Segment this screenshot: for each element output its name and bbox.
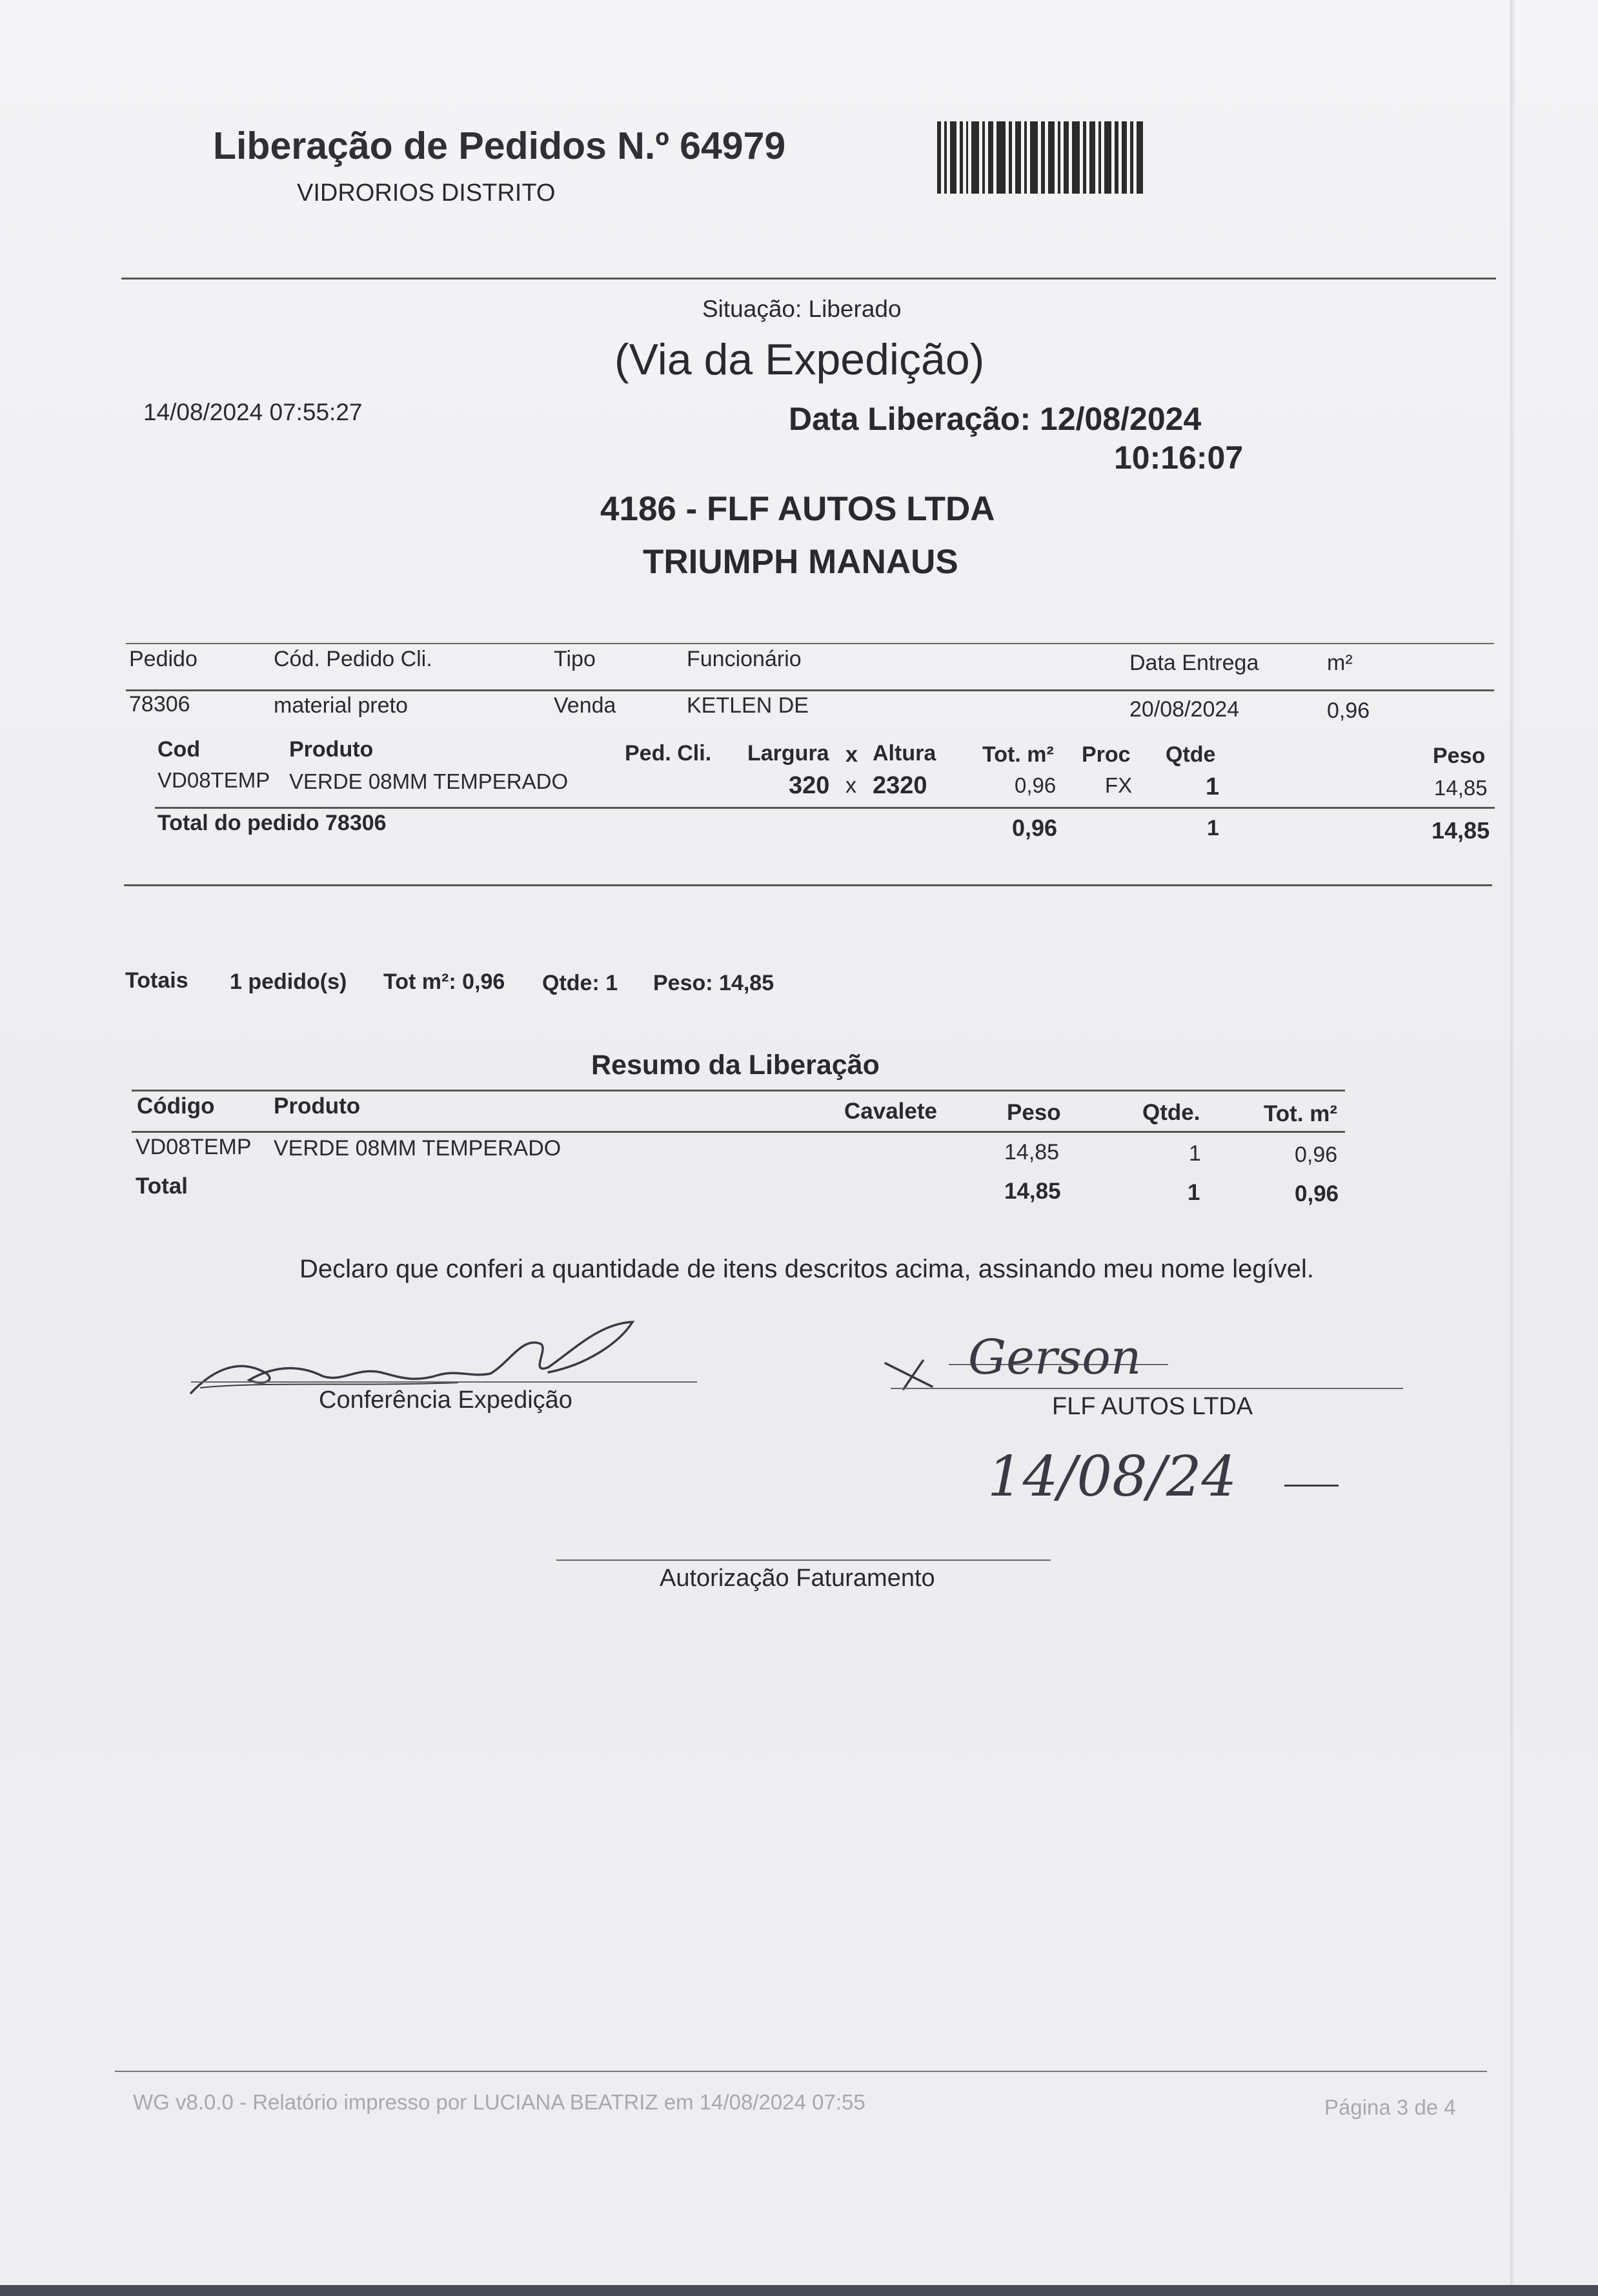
resumo-total-tot-m2: 0,96 (1295, 1181, 1339, 1206)
totals-label: Totais (125, 968, 188, 993)
scan-border-bottom (0, 2285, 1598, 2296)
resumo-total-peso: 14,85 (1004, 1179, 1061, 1204)
order-table-top-rule (126, 643, 1494, 644)
row-data-entrega: 20/08/2024 (1129, 697, 1240, 722)
client-signature-line (891, 1388, 1403, 1389)
totals-qtde: Qtde: 1 (542, 971, 618, 995)
row-tipo: Venda (554, 693, 616, 718)
handwritten-client-name: Gerson (968, 1330, 1142, 1385)
document-title: Liberação de Pedidos N.º 64979 (213, 125, 786, 167)
resumo-total-qtde: 1 (1188, 1180, 1200, 1205)
conferencia-line (191, 1381, 697, 1383)
totals-peso: Peso: 14,85 (653, 971, 774, 995)
item-header-proc: Proc (1082, 742, 1131, 767)
item-header-cod: Cod (157, 737, 201, 762)
header-pedido: Pedido (129, 647, 197, 671)
resumo-row-peso: 14,85 (1004, 1140, 1060, 1164)
client-signature-label: FLF AUTOS LTDA (1052, 1393, 1253, 1420)
via-title: (Via da Expedição) (614, 335, 985, 384)
header-cod-pedido-cli: Cód. Pedido Cli. (274, 647, 432, 671)
item-peso: 14,85 (1434, 776, 1488, 800)
autorizacao-label: Autorização Faturamento (660, 1565, 935, 1592)
resumo-header-qtde: Qtde. (1142, 1100, 1200, 1125)
item-header-altura: Altura (873, 741, 936, 766)
totals-tot-m2: Tot m²: 0,96 (383, 970, 505, 994)
item-header-peso: Peso (1433, 744, 1486, 768)
header-tipo: Tipo (554, 647, 596, 671)
item-largura: 320 (789, 772, 830, 799)
time-blank (1284, 1485, 1339, 1487)
order-total-qtde: 1 (1207, 816, 1219, 840)
order-table-bottom-rule (124, 884, 1492, 886)
item-x: x (845, 773, 856, 798)
client-name: 4186 - FLF AUTOS LTDA (600, 490, 995, 528)
situacao-text: Situação: Liberado (702, 296, 902, 322)
item-header-x: x (845, 742, 858, 767)
resumo-title: Resumo da Liberação (591, 1050, 880, 1081)
resumo-row-tot-m2: 0,96 (1295, 1143, 1338, 1167)
printed-timestamp: 14/08/2024 07:55:27 (143, 399, 363, 425)
item-tot-m2: 0,96 (1015, 773, 1057, 797)
resumo-row-codigo: VD08TEMP (136, 1135, 252, 1159)
resumo-header-peso: Peso (1007, 1100, 1061, 1125)
resumo-header-tot-m2: Tot. m² (1264, 1101, 1338, 1126)
header-m2: m² (1327, 651, 1353, 675)
footer-printed-by: WG v8.0.0 - Relatório impresso por LUCIANA BEATRIZ em 14/08/2024 07:55 (133, 2090, 865, 2114)
resumo-row-produto: VERDE 08MM TEMPERADO (274, 1136, 561, 1161)
order-total-m2: 0,96 (1012, 815, 1058, 841)
declaration-text: Declaro que conferi a quantidade de itens descritos acima, assinando meu nome legível. (299, 1255, 1315, 1283)
item-header-tot-m2: Tot. m² (982, 742, 1054, 767)
item-proc: FX (1105, 773, 1133, 797)
item-cod: VD08TEMP (157, 768, 270, 792)
order-header-rule (126, 689, 1494, 691)
resumo-row-qtde: 1 (1189, 1141, 1201, 1166)
item-header-ped-cli: Ped. Cli. (625, 741, 712, 766)
row-m2: 0,96 (1327, 698, 1370, 723)
header-data-entrega: Data Entrega (1129, 651, 1259, 675)
client-subname: TRIUMPH MANAUS (643, 543, 958, 581)
order-total-peso: 14,85 (1431, 817, 1490, 844)
row-funcionario: KETLEN DE (687, 693, 809, 718)
handwritten-date: 14/08/24 (987, 1445, 1237, 1509)
row-cod-pedido-cli: material preto (274, 693, 408, 718)
resumo-top-rule (132, 1090, 1345, 1092)
resumo-header-cavalete: Cavalete (844, 1099, 937, 1124)
footer-page-number: Página 3 de 4 (1324, 2095, 1456, 2119)
paper-edge-right (1510, 0, 1515, 2296)
barcode (937, 121, 1179, 194)
item-qtde: 1 (1206, 773, 1220, 800)
item-header-qtde: Qtde (1166, 742, 1216, 767)
row-pedido: 78306 (129, 692, 190, 716)
item-header-produto: Produto (289, 737, 374, 762)
company-name: VIDRORIOS DISTRITO (297, 179, 556, 207)
totals-pedidos: 1 pedido(s) (230, 970, 347, 994)
footer-rule (115, 2071, 1487, 2072)
header-divider (121, 278, 1496, 279)
item-total-rule (155, 807, 1495, 809)
item-produto: VERDE 08MM TEMPERADO (289, 769, 569, 793)
header-funcionario: Funcionário (687, 647, 802, 671)
resumo-header-produto: Produto (274, 1093, 361, 1119)
data-liberacao-time: 10:16:07 (1114, 440, 1244, 476)
data-liberacao: Data Liberação: 12/08/2024 (789, 401, 1202, 437)
conferencia-label: Conferência Expedição (319, 1387, 572, 1414)
item-altura: 2320 (873, 772, 927, 799)
resumo-header-rule (132, 1131, 1345, 1133)
resumo-total-label: Total (136, 1173, 188, 1199)
resumo-header-codigo: Código (137, 1093, 215, 1119)
autorizacao-line (556, 1559, 1051, 1561)
order-total-label: Total do pedido 78306 (157, 811, 387, 835)
item-header-largura: Largura (747, 741, 829, 766)
